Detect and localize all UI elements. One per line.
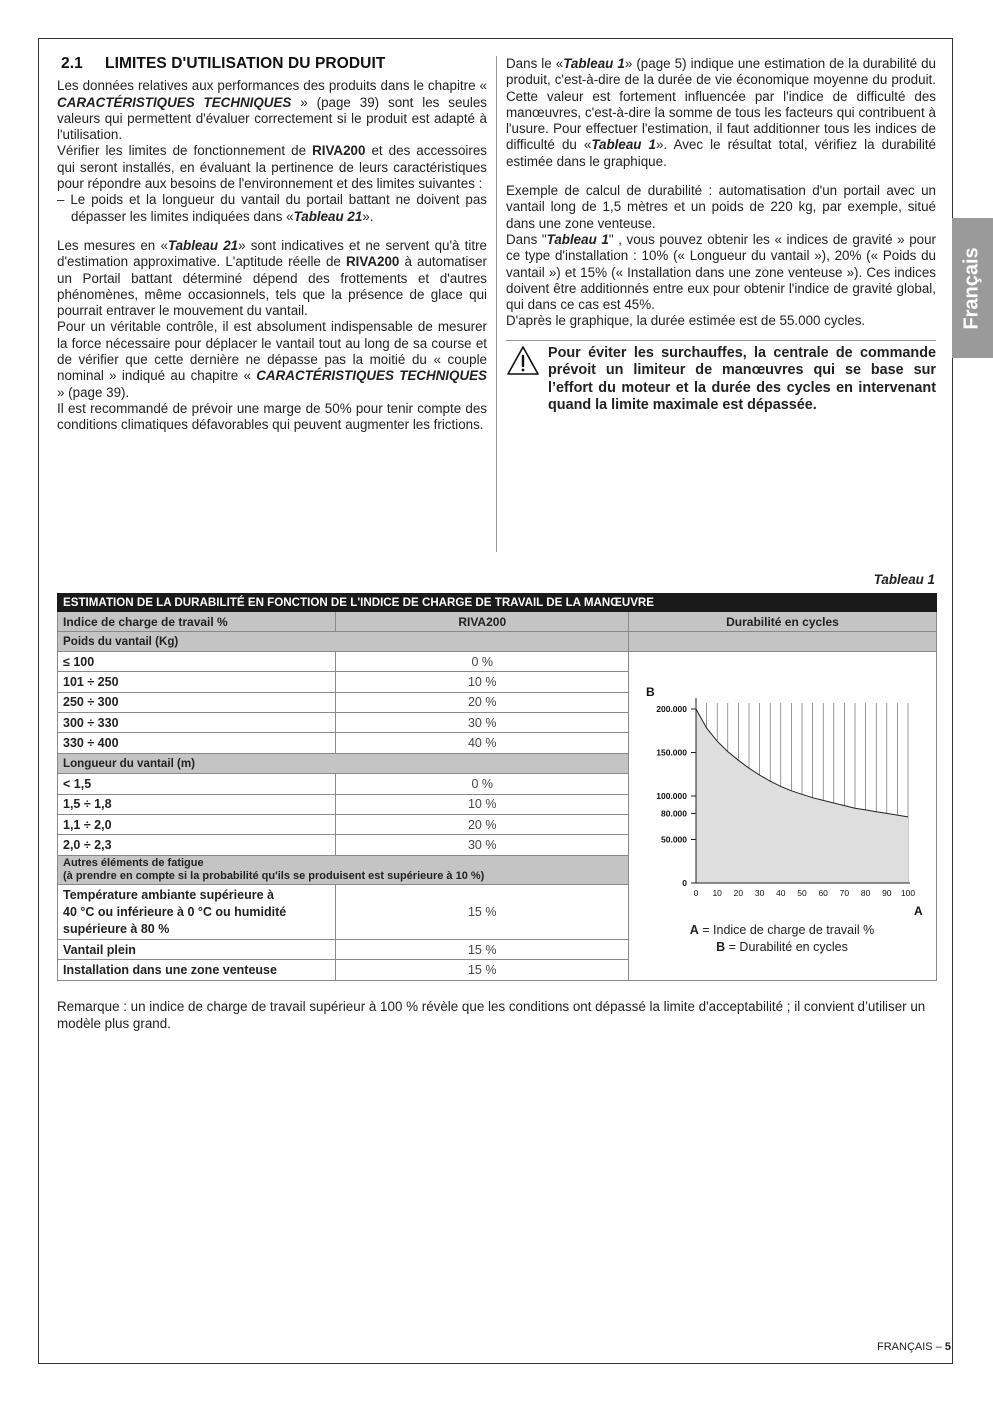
row-label: 2,0 ÷ 2,3 <box>58 835 336 855</box>
table-row <box>58 652 937 672</box>
x-tick-label: 10 <box>712 888 722 898</box>
row-value: 15 % <box>336 885 629 940</box>
y-tick-label: 100.000 <box>656 791 687 801</box>
y-tick-label: 80.000 <box>660 808 687 819</box>
paragraph: Exemple de calcul de durabilité : automatisation d'un portail avec un vantail long de 1,5 mètres et un poids de 220 kg, par exemple, situé dans une zone venteuse. <box>506 183 936 231</box>
x-tick-label: 30 <box>754 888 765 898</box>
list-item: – Le poids et la longueur du vantail du portail battant ne doivent pas dépasser les limites indiquées dans «Tableau 21». <box>57 192 487 224</box>
limit-list <box>57 192 487 225</box>
legend-a: A = Indice de charge de travail % <box>689 923 875 937</box>
row-label: 101 ÷ 250 <box>58 672 336 692</box>
table-section: Poids du vantail (Kg) <box>58 632 629 652</box>
y-tick-label: 200.000 <box>656 704 687 714</box>
row-label: 330 ÷ 400 <box>58 733 336 753</box>
paragraph: Les données relatives aux performances des produits dans le chapitre « CARACTÉRISTIQUES TECHNIQUES » (page 39) sont les seules valeurs qui permettent d'évaluer correctement si le produit est adapté à l'utilisation. <box>57 78 487 143</box>
y-tick-label: 0 <box>682 878 687 888</box>
page-footer: FRANÇAIS – 5 <box>877 1341 951 1353</box>
remark-note: Remarque : un indice de charge de travail supérieur à 100 % révèle que les conditions ont dépassé la limite d'acceptabilité ; il convient d’utiliser un modèle plus grand. <box>57 999 926 1031</box>
x-tick-label: 60 <box>818 888 828 898</box>
paragraph: D'après le graphique, la durée estimée est de 55.000 cycles. <box>506 313 866 329</box>
durability-table <box>57 593 937 981</box>
paragraph: Dans le «Tableau 1» (page 5) indique une estimation de la durabilité du produit, c'est-à-dire de la durée de vie économique moyenne du produit. Cette valeur est fortement influencée par l'indice de difficulté des manœuvres, c'est-à-dire la somme de tous les facteurs qui contribuent à l'usure. Pour effectuer l'estimation, il faut additionner tous les indices de difficulté du «Tableau 1». Avec le résultat total, vérifiez la durabilité estimée dans le graphique. <box>506 56 936 169</box>
x-tick-label: 0 <box>693 888 699 898</box>
table-section: Longueur du vantail (m) <box>58 753 629 773</box>
x-tick-label: 90 <box>882 888 892 898</box>
paragraph: Il est recommandé de prévoir une marge de 50% pour tenir compte des conditions climatiques défavorables qui peuvent augmenter les frictions. <box>57 400 487 433</box>
language-tab: Français <box>952 218 993 358</box>
x-tick-label: 50 <box>797 888 807 898</box>
paragraph: Pour un véritable contrôle, il est absolument indispensable de mesurer la force nécessaire pour déplacer le vantail tout au long de sa course et de vérifier que cette dernière ne dépasse pas la moitié du « couple nominal » indiqué au chapitre « CARACTÉRISTIQUES TECHNIQUES » (page 39). <box>57 319 487 400</box>
row-value: 0 % <box>336 652 629 672</box>
table-section: Autres éléments de fatigue (à prendre en compte si la probabilité qu'ils se produisent est supérieure à 10 %) <box>58 855 629 885</box>
x-tick-label: 20 <box>733 888 744 898</box>
x-tick-label: 100 <box>900 888 916 898</box>
row-label: 1,5 ÷ 1,8 <box>58 794 336 814</box>
column-separator <box>496 56 497 552</box>
row-value: 40 % <box>336 733 629 753</box>
x-tick-label: 80 <box>860 888 871 898</box>
warning-text: Pour éviter les surchauffes, la centrale de commande prévoit un limiteur de manœuvres qui se base sur l’effort du moteur et la durée des cycles en intervenant quand la limite maximale est dépassée. <box>548 344 936 414</box>
table-caption: Tableau 1 <box>873 572 935 587</box>
left-column <box>57 56 487 434</box>
row-value: 10 % <box>336 672 629 692</box>
warning-icon <box>506 345 548 415</box>
y-axis-letter: B <box>645 685 655 699</box>
y-tick-label: 150.000 <box>656 747 687 758</box>
table-header: RIVA200 <box>336 612 629 632</box>
warning-box <box>506 340 936 415</box>
table-header: Durabilité en cycles <box>628 612 936 632</box>
x-tick-label: 70 <box>839 888 850 898</box>
chart-cell <box>628 652 936 981</box>
x-tick-label: 40 <box>776 888 786 898</box>
y-tick-label: 50.000 <box>660 834 687 845</box>
row-value: 10 % <box>336 794 629 814</box>
paragraph: Dans "Tableau 1" , vous pouvez obtenir les « indices de gravité » pour ce type d'installation : 10% (« Longueur du vantail »), 20% (« Poids du vantail ») et 15% (« Installation dans une zone venteuse »). Ces indices doivent être additionnés entre eux pour obtenir l'indice de gravité global, qui dans ce cas est 45%. <box>506 231 937 313</box>
row-label: < 1,5 <box>58 774 336 794</box>
section-heading: 2.1 LIMITES D'UTILISATION DU PRODUIT <box>61 55 386 72</box>
x-axis-letter: A <box>913 904 923 918</box>
paragraph: Vérifier les limites de fonctionnement de RIVA200 et des accessoires qui seront installés, en évaluant la pertinence de leurs caractéristiques pour répondre aux besoins de l'environnement et des limites suivantes : <box>57 143 487 192</box>
row-value: 15 % <box>336 940 629 960</box>
right-column <box>506 56 936 415</box>
row-label: 300 ÷ 330 <box>58 713 336 733</box>
row-value: 20 % <box>336 814 629 834</box>
row-label: 250 ÷ 300 <box>58 692 336 712</box>
paragraph: Les mesures en «Tableau 21» sont indicatives et ne servent qu'à titre d'estimation approximative. L'aptitude réelle de RIVA200 à automatiser un Portail battant déterminé dépend des frottements et d'autres phénomènes, même occasionnels, tels que la présence de glace qui pourrait entraver le mouvement du vantail. <box>57 237 488 319</box>
row-label: Installation dans une zone venteuse <box>58 960 336 981</box>
row-value: 20 % <box>336 692 629 712</box>
table-title: ESTIMATION DE LA DURABILITÉ EN FONCTION DE L'INDICE DE CHARGE DE TRAVAIL DE LA MANŒUVRE <box>58 594 937 612</box>
row-label: ≤ 100 <box>58 652 336 672</box>
row-value: 30 % <box>336 835 629 855</box>
row-value: 0 % <box>336 774 629 794</box>
row-label: 1,1 ÷ 2,0 <box>58 814 336 834</box>
table-header: Indice de charge de travail % <box>58 612 336 632</box>
legend-b: B = Durabilité en cycles <box>716 940 848 954</box>
row-value: 30 % <box>336 713 629 733</box>
durability-chart <box>634 653 931 979</box>
row-label: Température ambiante supérieure à 40 °C ou inférieure à 0 °C ou humidité supérieure à 80 % <box>58 885 336 940</box>
row-value: 15 % <box>336 960 629 981</box>
row-label: Vantail plein <box>58 940 336 960</box>
